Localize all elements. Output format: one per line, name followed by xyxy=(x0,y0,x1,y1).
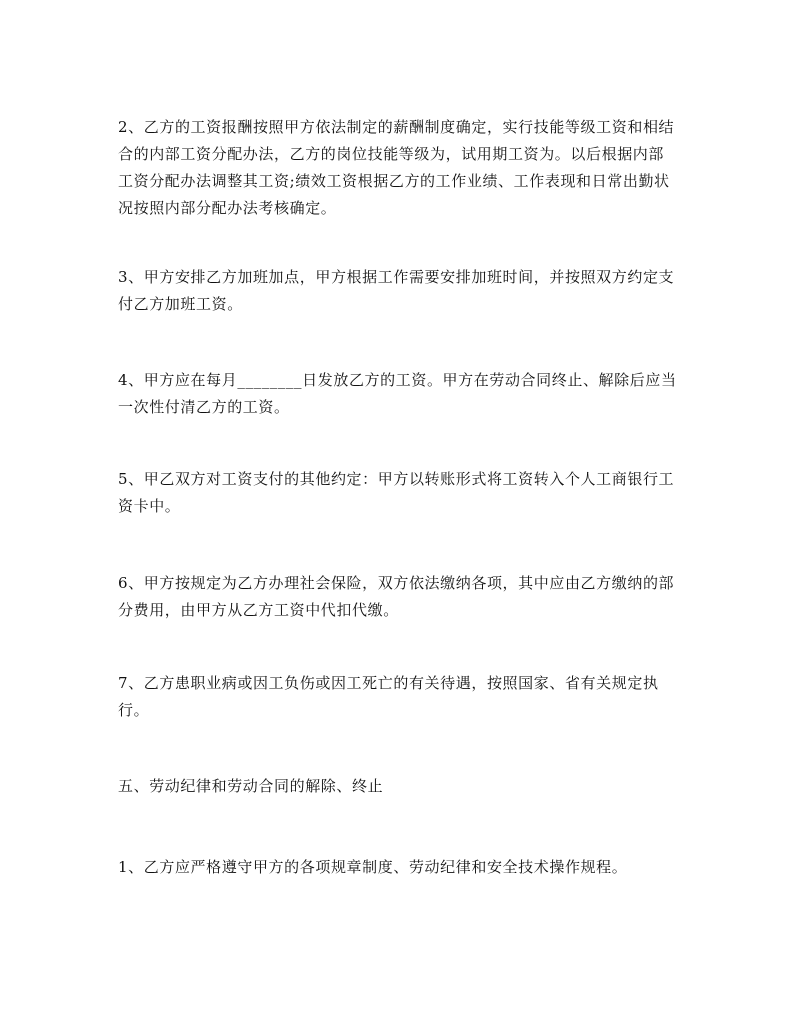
paragraph-payment-method: 5、甲乙双方对工资支付的其他约定：甲方以转账形式将工资转入个人工商银行工资卡中。 xyxy=(118,470,675,515)
paragraph-occupational-injury: 7、乙方患职业病或因工负伤或因工死亡的有关待遇，按照国家、省有关规定执行。 xyxy=(118,674,659,719)
paragraph-pay-date: 4、甲方应在每月________日发放乙方的工资。甲方在劳动合同终止、解除后应当一次性付清乙方的工资。 xyxy=(118,371,677,416)
paragraph-wage-system: 2、乙方的工资报酬按照甲方依法制定的薪酬制度确定，实行技能等级工资和相结合的内部工资分配办法，乙方的岗位技能等级为，试用期工资为。以后根据内部工资分配办法调整其工资;绩效工资根据乙方的工作业绩、工作表现和日常出勤状况按照内部分配办法考核确定。 xyxy=(118,118,675,217)
paragraph-rules-compliance: 1、乙方应严格遵守甲方的各项规章制度、劳动纪律和安全技术操作规程。 xyxy=(118,858,628,876)
paragraph-social-insurance: 6、甲方按规定为乙方办理社会保险，双方依法缴纳各项，其中应由乙方缴纳的部分费用，由甲方从乙方工资中代扣代缴。 xyxy=(118,574,675,619)
paragraph-overtime: 3、甲方安排乙方加班加点，甲方根据工作需要安排加班时间，并按照双方约定支付乙方加班工资。 xyxy=(118,268,675,313)
section-heading-discipline: 五、劳动纪律和劳动合同的解除、终止 xyxy=(118,777,384,795)
